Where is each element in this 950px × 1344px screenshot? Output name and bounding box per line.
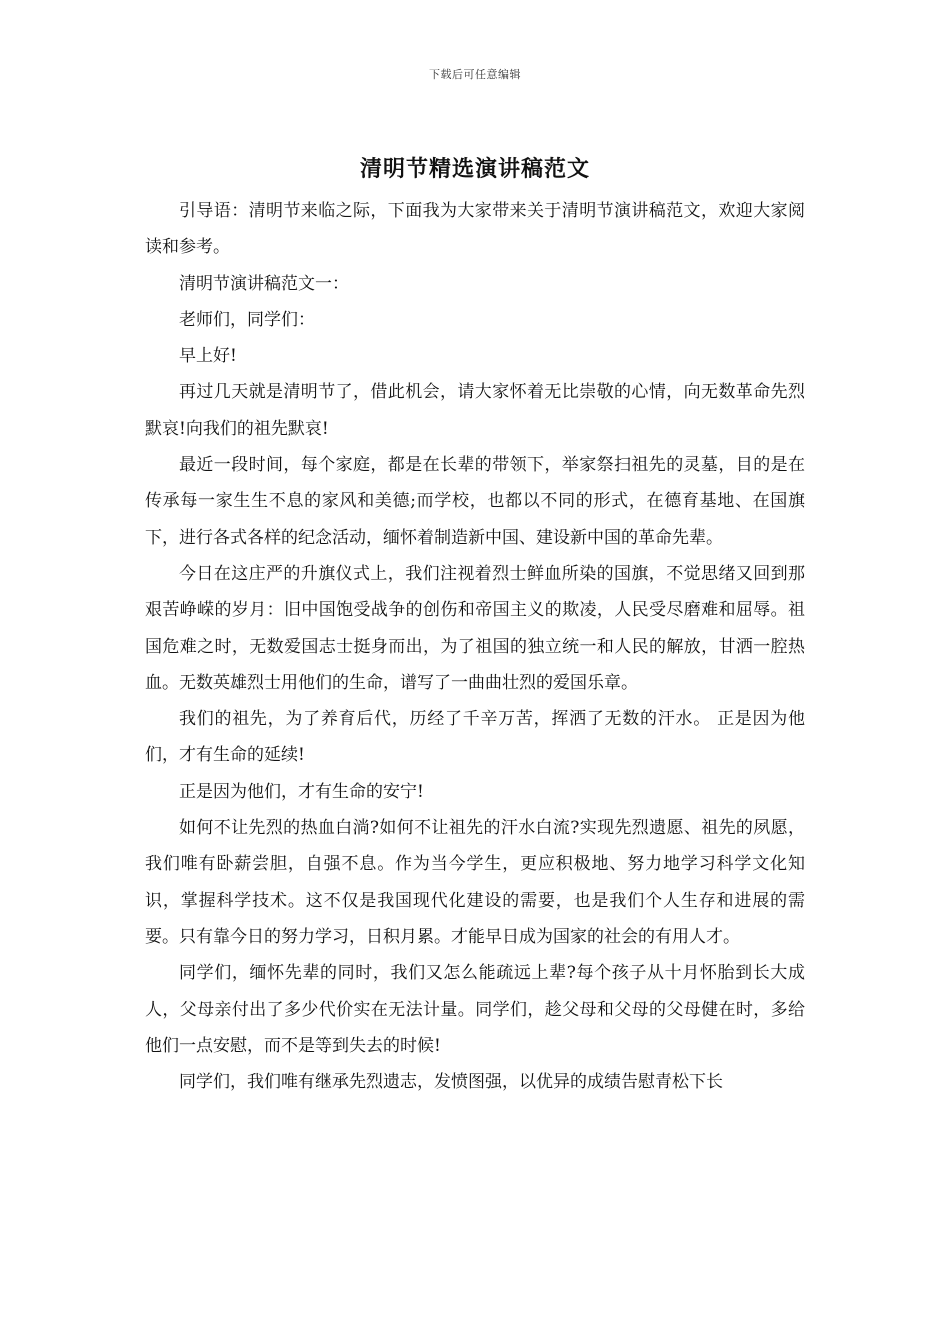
- paragraph: 早上好!: [179, 346, 237, 367]
- document-body: [145, 193, 805, 1100]
- paragraph: 正是因为他们，才有生命的安宁!: [179, 781, 424, 802]
- paragraph: 如何不让先烈的热血白淌?如何不让祖先的汗水白流?实现先烈遗愿、祖先的夙愿，我们唯有卧薪尝胆，自强不息。作为当今学生，更应积极地、努力地学习科学文化知识，掌握科学技术。这不仅是我国现代化建设的需要，也是我们个人生存和进展的需要。只有靠今日的努力学习，日积月累。才能早日成为国家的社会的有用人才。: [145, 818, 805, 947]
- paragraph: 同学们，我们唯有继承先烈遗志，发愤图强，以优异的成绩告慰青松下长: [179, 1072, 723, 1093]
- paragraph: 最近一段时间，每个家庭，都是在长辈的带领下，举家祭扫祖先的灵墓，目的是在传承每一家生生不息的家风和美德;而学校，也都以不同的形式，在德育基地、在国旗下，进行各式各样的纪念活动，缅怀着制造新中国、建设新中国的革命先辈。: [145, 455, 805, 548]
- header-note: 下载后可任意编辑: [429, 68, 521, 81]
- document-title: 清明节精选演讲稿范文: [359, 156, 590, 182]
- paragraph: 清明节演讲稿范文一：: [179, 273, 349, 294]
- paragraph: 引导语：清明节来临之际，下面我为大家带来关于清明节演讲稿范文，欢迎大家阅读和参考。: [145, 201, 805, 258]
- paragraph: 同学们，缅怀先辈的同时，我们又怎么能疏远上辈?每个孩子从十月怀胎到长大成人，父母亲付出了多少代价实在无法计量。同学们，趁父母和父母的父母健在时，多给他们一点安慰，而不是等到失去的时候!: [145, 963, 805, 1056]
- paragraph: 我们的祖先，为了养育后代，历经了千辛万苦，挥洒了无数的汗水。 正是因为他们，才有生命的延续!: [145, 709, 805, 766]
- paragraph: 今日在这庄严的升旗仪式上，我们注视着烈士鲜血所染的国旗，不觉思绪又回到那艰苦峥嵘的岁月：旧中国饱受战争的创伤和帝国主义的欺凌，人民受尽磨难和屈辱。祖国危难之时，无数爱国志士挺身而出，为了祖国的独立统一和人民的解放，甘洒一腔热血。无数英雄烈士用他们的生命，谱写了一曲曲壮烈的爱国乐章。: [145, 563, 805, 693]
- paragraph: 再过几天就是清明节了，借此机会，请大家怀着无比崇敬的心情，向无数革命先烈默哀!向我们的祖先默哀!: [145, 382, 805, 439]
- paragraph: 老师们，同学们：: [179, 309, 315, 330]
